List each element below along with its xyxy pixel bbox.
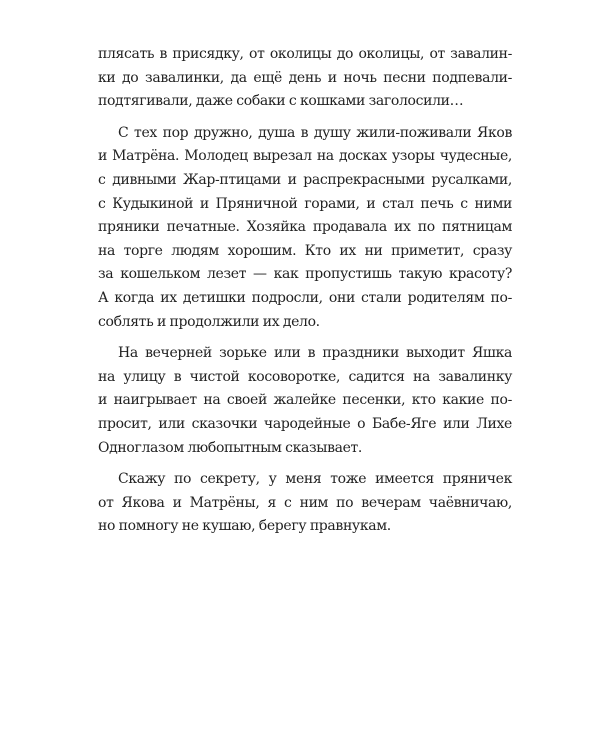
paragraph-gap [98,460,512,468]
text-line: подтягивали, даже собаки с кошками заголосили… [98,93,464,110]
paragraph [98,468,512,539]
text-line: Одноглазом любопытным сказывает. [98,439,363,456]
text-line: Скажу по секрету, у меня тоже имеется пряничек [118,471,512,488]
text-line: На вечерней зорьке или в праздники выходит Яшка [118,345,512,362]
paragraph-gap [98,334,512,342]
text-line: пряники печатные. Хозяйка продавала их по пятницам [98,219,512,236]
text-line: соблять и продолжили их дело. [98,313,320,330]
paragraph [98,43,512,114]
text-line: и наигрывает на своей жалейке песенки, кто какие по- [98,392,512,409]
text-line: от Якова и Матрёны, я с ним по вечерам чаёвничаю, [98,494,512,511]
text-line: на торге людям хорошим. Кто их ни приметит, сразу [98,242,512,259]
paragraph [98,122,512,334]
text-line: и Матрёна. Молодец вырезал на досках узоры чудесные, [98,148,512,165]
text-line: с дивными Жар-птицами и распрекрасными русалками, [98,171,512,188]
text-line: на улицу в чистой косоворотке, садится на завалинку [98,368,512,385]
body-text [98,43,512,539]
text-line: А когда их детишки подросли, они стали родителям по- [98,289,512,306]
text-line: просит, или сказочки чародейные о Бабе-Яге или Лихе [98,415,512,432]
paragraph-gap [98,114,512,122]
text-line: с Кудыкиной и Пряничной горами, и стал печь с ними [98,195,512,212]
text-line: ки до завалинки, да ещё день и ночь песни подпевали- [98,69,512,86]
text-line: за кошельком лезет — как пропустишь такую красоту? [98,266,512,283]
paragraph [98,342,512,460]
text-line: плясать в присядку, от околицы до околицы, от завалин- [98,46,512,62]
text-line: но помногу не кушаю, берегу правнукам. [98,518,391,535]
text-line: С тех пор дружно, душа в душу жили-поживали Яков [118,124,512,141]
